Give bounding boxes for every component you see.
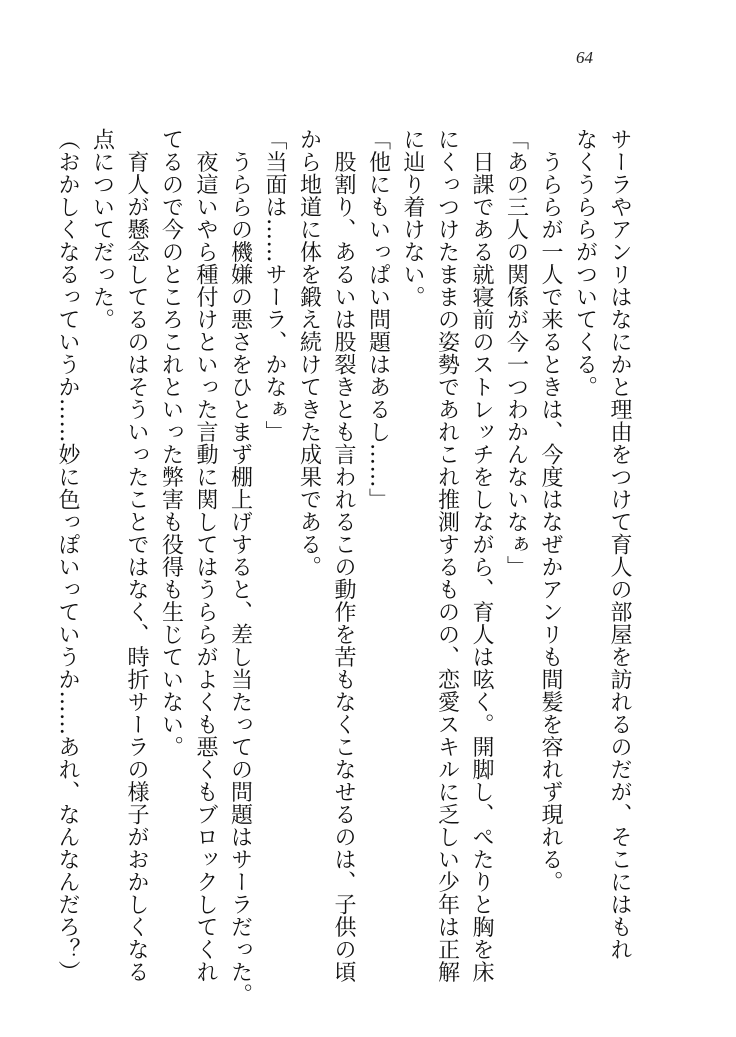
text-line: にくっつけたままの姿勢であれこれ推測するものの、恋愛スキルに乏しい少年は正解 — [434, 128, 460, 983]
text-line: 「あの三人の関係が今一つわかんないなぁ」 — [503, 128, 529, 578]
vertical-body-text — [55, 128, 636, 1006]
text-line: 股割り、あるいは股裂きとも言われるこの動作を苦もなくこなせるのは、子供の頃 — [331, 128, 356, 983]
text-line: 日課である就寝前のストレッチをしながら、育人は呟く。開脚し、ぺたりと胸を床 — [469, 128, 494, 983]
text-line: 点についてだった。 — [89, 128, 115, 331]
text-line: なくうららがついてくる。 — [572, 128, 598, 398]
text-line: 「他にもいっぱい問題はあるし……」 — [365, 128, 391, 511]
text-line: （おかしくなるっていうか……妙に色っぽいっていうか……あれ、なんなんだろ？） — [55, 128, 80, 983]
text-line: うららが一人で来るときは、今度はなぜかアンリも間髪を容れず現れる。 — [538, 128, 563, 893]
text-line: から地道に体を鍛え続けてきた成果である。 — [296, 128, 322, 578]
page-number: 64 — [576, 48, 593, 67]
text-line: てるので今のところこれといった弊害も役得も生じていない。 — [158, 128, 184, 758]
text-line: 育人が懸念してるのはそういったことではなく、時折サーラの様子がおかしくなる — [124, 128, 149, 983]
text-line: に辿り着けない。 — [400, 128, 425, 308]
text-line: 夜這いやら種付けといった言動に関してはうららがよくも悪くもブロックしてくれ — [193, 128, 218, 983]
text-line: 「当面は……サーラ、かなぁ」 — [262, 128, 287, 443]
text-line: サーラやアンリはなにかと理由をつけて育人の部屋を訪れるのだが、そこにはもれ — [607, 128, 632, 961]
text-line: うららの機嫌の悪さをひとまず棚上げすると、差し当たっての問題はサーラだった。 — [227, 128, 253, 1006]
